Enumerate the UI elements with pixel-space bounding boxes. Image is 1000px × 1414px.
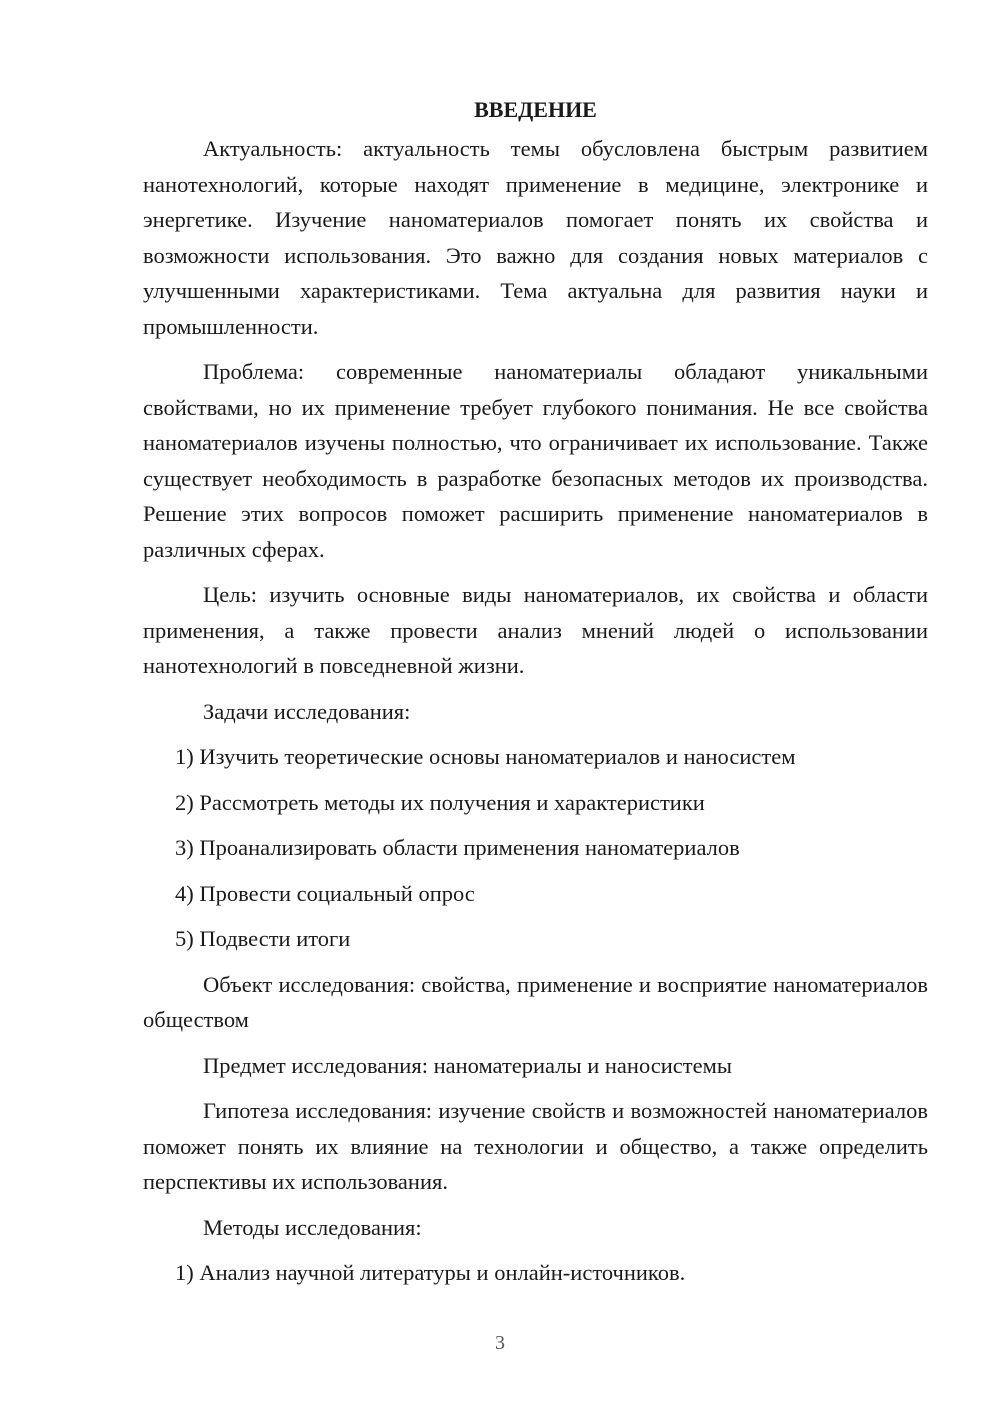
page-title: ВВЕДЕНИЕ — [474, 97, 597, 122]
problem-paragraph: Проблема: современные наноматериалы обладают уникальными свойствами, но их применение требует глубокого понимания. Не все свойства наноматериалов изучены полностью, что ограничивает их использование. Также существует необходимость в разработке безопасных методов их производства. Решение этих вопросов поможет расширить применение наноматериалов в различных сферах. — [143, 359, 928, 562]
method-item-1: 1) Анализ научной литературы и онлайн-источников. — [175, 1260, 686, 1285]
page-number: 3 — [495, 1332, 505, 1354]
task-item-1: 1) Изучить теоретические основы наноматериалов и наносистем — [175, 744, 796, 769]
hypothesis-paragraph: Гипотеза исследования: изучение свойств и возможностей наноматериалов поможет понять их влияние на технологии и общество, а также определить перспективы их использования. — [143, 1098, 928, 1194]
subject-paragraph: Предмет исследования: наноматериалы и наносистемы — [203, 1052, 732, 1078]
task-item-3: 3) Проанализировать области применения наноматериалов — [175, 835, 740, 860]
document-page — [143, 92, 928, 1301]
goal-paragraph: Цель: изучить основные виды наноматериалов, их свойства и области применения, а также провести анализ мнений людей о использовании нанотехнологий в повседневной жизни. — [143, 582, 928, 678]
task-item-2: 2) Рассмотреть методы их получения и характеристики — [175, 789, 705, 815]
tasks-heading: Задачи исследования: — [203, 698, 411, 724]
task-item-5: 5) Подвести итоги — [175, 926, 351, 951]
methods-heading: Методы исследования: — [203, 1214, 422, 1240]
relevance-paragraph: Актуальность: актуальность темы обусловлена быстрым развитием нанотехнологий, которые находят применение в медицине, электронике и энергетике. Изучение наноматериалов помогает понять их свойства и возможности использования. Это важно для создания новых материалов с улучшенными характеристиками. Тема актуальна для развития науки и промышленности. — [143, 136, 928, 339]
object-paragraph: Объект исследования: свойства, применение и восприятие наноматериалов обществом — [143, 971, 928, 1032]
task-item-4: 4) Провести социальный опрос — [175, 880, 475, 906]
